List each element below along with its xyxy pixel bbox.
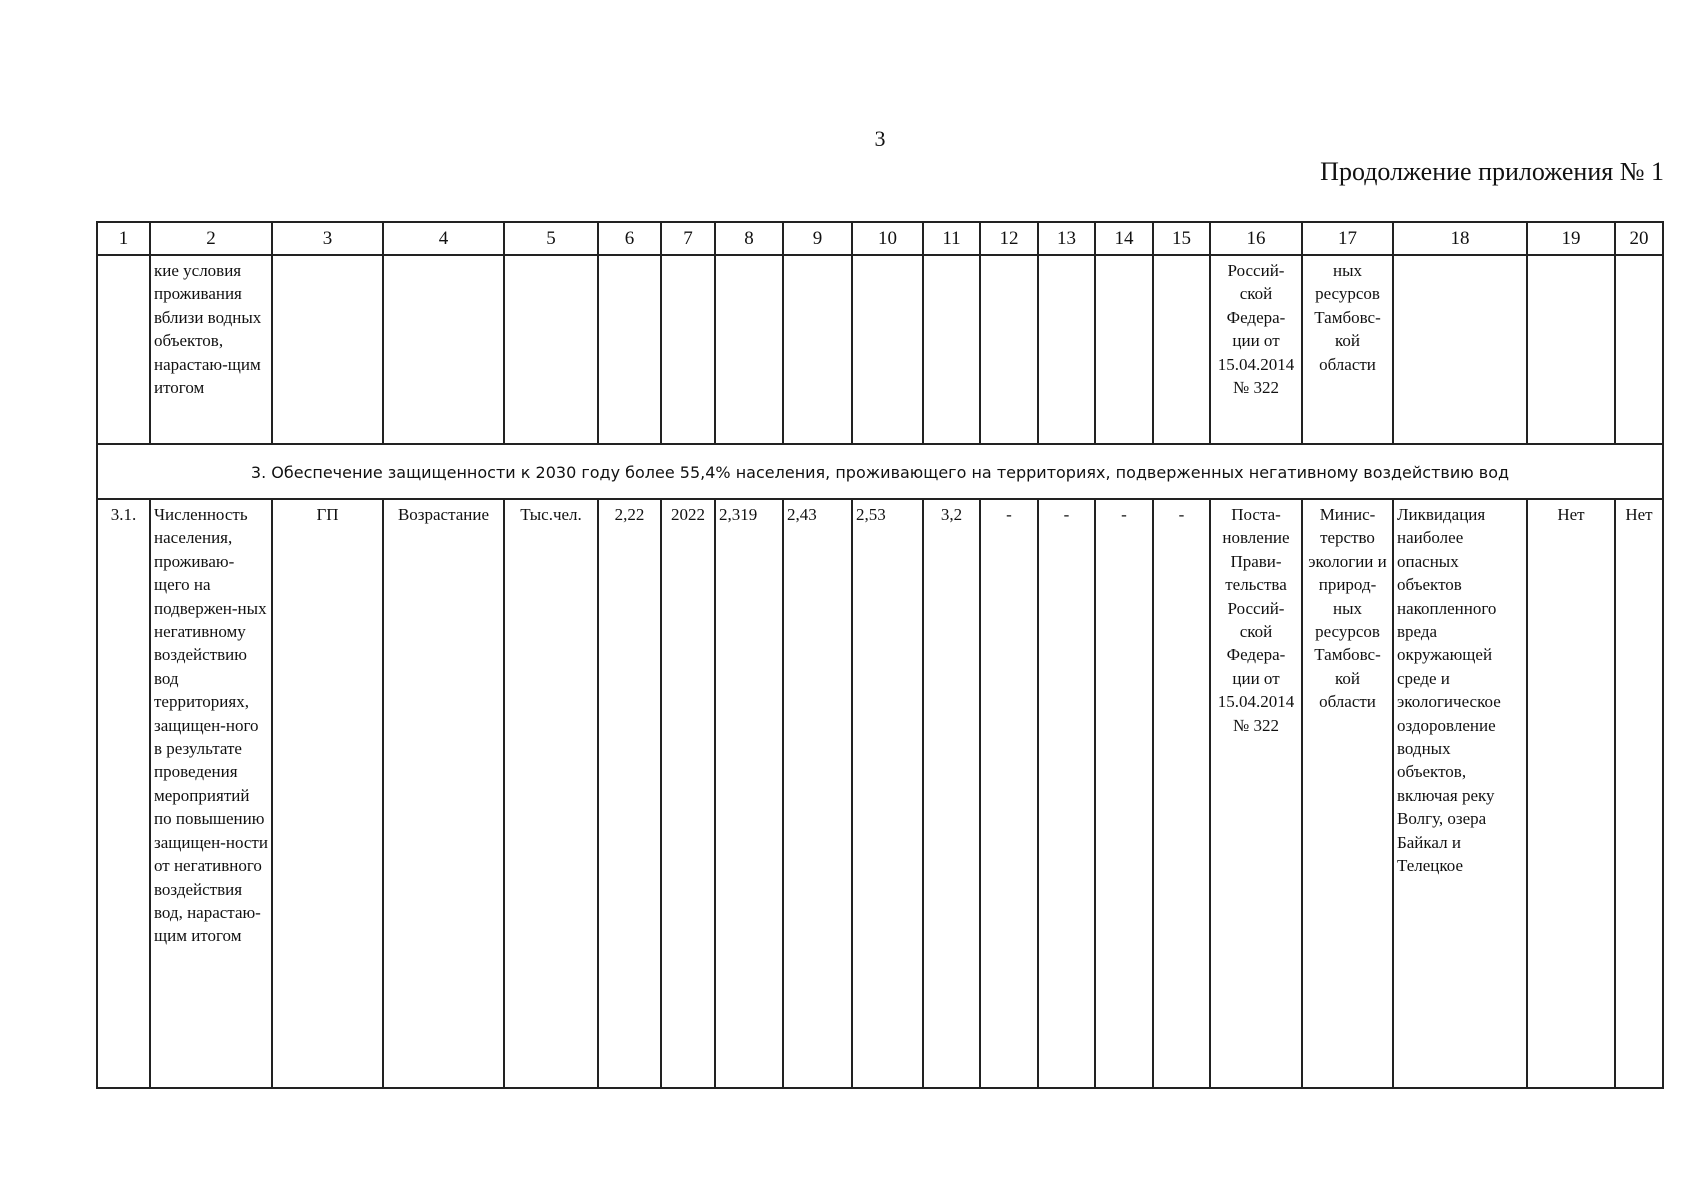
table-cell: [661, 255, 715, 444]
year-cell: 2022: [661, 499, 715, 1088]
table-header-row: [97, 222, 1663, 255]
table-cell: [1527, 255, 1615, 444]
value-cell: 2,43: [783, 499, 852, 1088]
row-number-cell: 3.1.: [97, 499, 150, 1088]
table-cell: [1095, 255, 1153, 444]
header-cell: 6: [598, 222, 661, 255]
table-cell: Россий-ской Федера-ции от 15.04.2014 № 322: [1210, 255, 1302, 444]
table-cell: Поста-новление Прави-тельства Россий-ской Федера-ции от 15.04.2014 № 322: [1210, 499, 1302, 1088]
header-cell: 8: [715, 222, 783, 255]
table-cell: [980, 255, 1038, 444]
table-cell: [598, 255, 661, 444]
header-cell: 10: [852, 222, 923, 255]
header-cell: 13: [1038, 222, 1095, 255]
header-cell: 4: [383, 222, 504, 255]
table-cell: Минис-терство экологии и природ-ных ресурсов Тамбовс-кой области: [1302, 499, 1393, 1088]
table-cell: Нет: [1527, 499, 1615, 1088]
indicator-name-cell: Численность населения, проживаю-щего на подвержен-ных негативному воздействию вод территориях, защищен-ного в результате проведения мероприятий по повышению защищен-ности от негативного воздействия вод, нарастаю-щим итогом: [150, 499, 272, 1088]
header-cell: 14: [1095, 222, 1153, 255]
header-cell: 20: [1615, 222, 1663, 255]
value-cell: 2,22: [598, 499, 661, 1088]
table-cell: [383, 255, 504, 444]
value-cell: 3,2: [923, 499, 980, 1088]
value-cell: -: [1153, 499, 1210, 1088]
table-cell: [852, 255, 923, 444]
header-cell: 5: [504, 222, 598, 255]
table-row-continuation: [97, 255, 1663, 444]
header-cell: 7: [661, 222, 715, 255]
page-number: 3: [874, 126, 886, 151]
table-cell: [1038, 255, 1095, 444]
header-cell: 17: [1302, 222, 1393, 255]
header-cell: 3: [272, 222, 383, 255]
table-cell: [1615, 255, 1663, 444]
value-cell: 2,53: [852, 499, 923, 1088]
table-cell: [97, 255, 150, 444]
indicators-table: [96, 221, 1664, 1089]
section-heading: 3. Обеспечение защищенности к 2030 году более 55,4% населения, проживающего на территориях, подверженных негативному воздействию вод: [97, 444, 1663, 499]
table-cell: кие условия проживания вблизи водных объектов, нарастаю-щим итогом: [150, 255, 272, 444]
appendix-title: Продолжение приложения № 1: [1320, 157, 1664, 186]
table-cell: Возрастание: [383, 499, 504, 1088]
table-cell: Нет: [1615, 499, 1663, 1088]
value-cell: -: [1038, 499, 1095, 1088]
table-cell: [1153, 255, 1210, 444]
header-cell: 2: [150, 222, 272, 255]
header-cell: 12: [980, 222, 1038, 255]
table-cell: [715, 255, 783, 444]
header-cell: 1: [97, 222, 150, 255]
table-cell: ных ресурсов Тамбовс-кой области: [1302, 255, 1393, 444]
header-cell: 19: [1527, 222, 1615, 255]
value-cell: -: [1095, 499, 1153, 1088]
header-cell: 15: [1153, 222, 1210, 255]
table-cell: [923, 255, 980, 444]
table-cell: ГП: [272, 499, 383, 1088]
table-cell: [783, 255, 852, 444]
header-cell: 16: [1210, 222, 1302, 255]
table-cell: [1393, 255, 1527, 444]
value-cell: 2,319: [715, 499, 783, 1088]
header-cell: 18: [1393, 222, 1527, 255]
header-cell: 11: [923, 222, 980, 255]
header-cell: 9: [783, 222, 852, 255]
table-cell: [272, 255, 383, 444]
table-cell: Ликвидация наиболее опасных объектов накопленного вреда окружающей среде и экологическое оздоровление водных объектов, включая реку Волгу, озера Байкал и Телецкое: [1393, 499, 1527, 1088]
section-heading-row: [97, 444, 1663, 499]
table-row-3-1: [97, 499, 1663, 1088]
unit-cell: Тыс.чел.: [504, 499, 598, 1088]
table-cell: [504, 255, 598, 444]
value-cell: -: [980, 499, 1038, 1088]
